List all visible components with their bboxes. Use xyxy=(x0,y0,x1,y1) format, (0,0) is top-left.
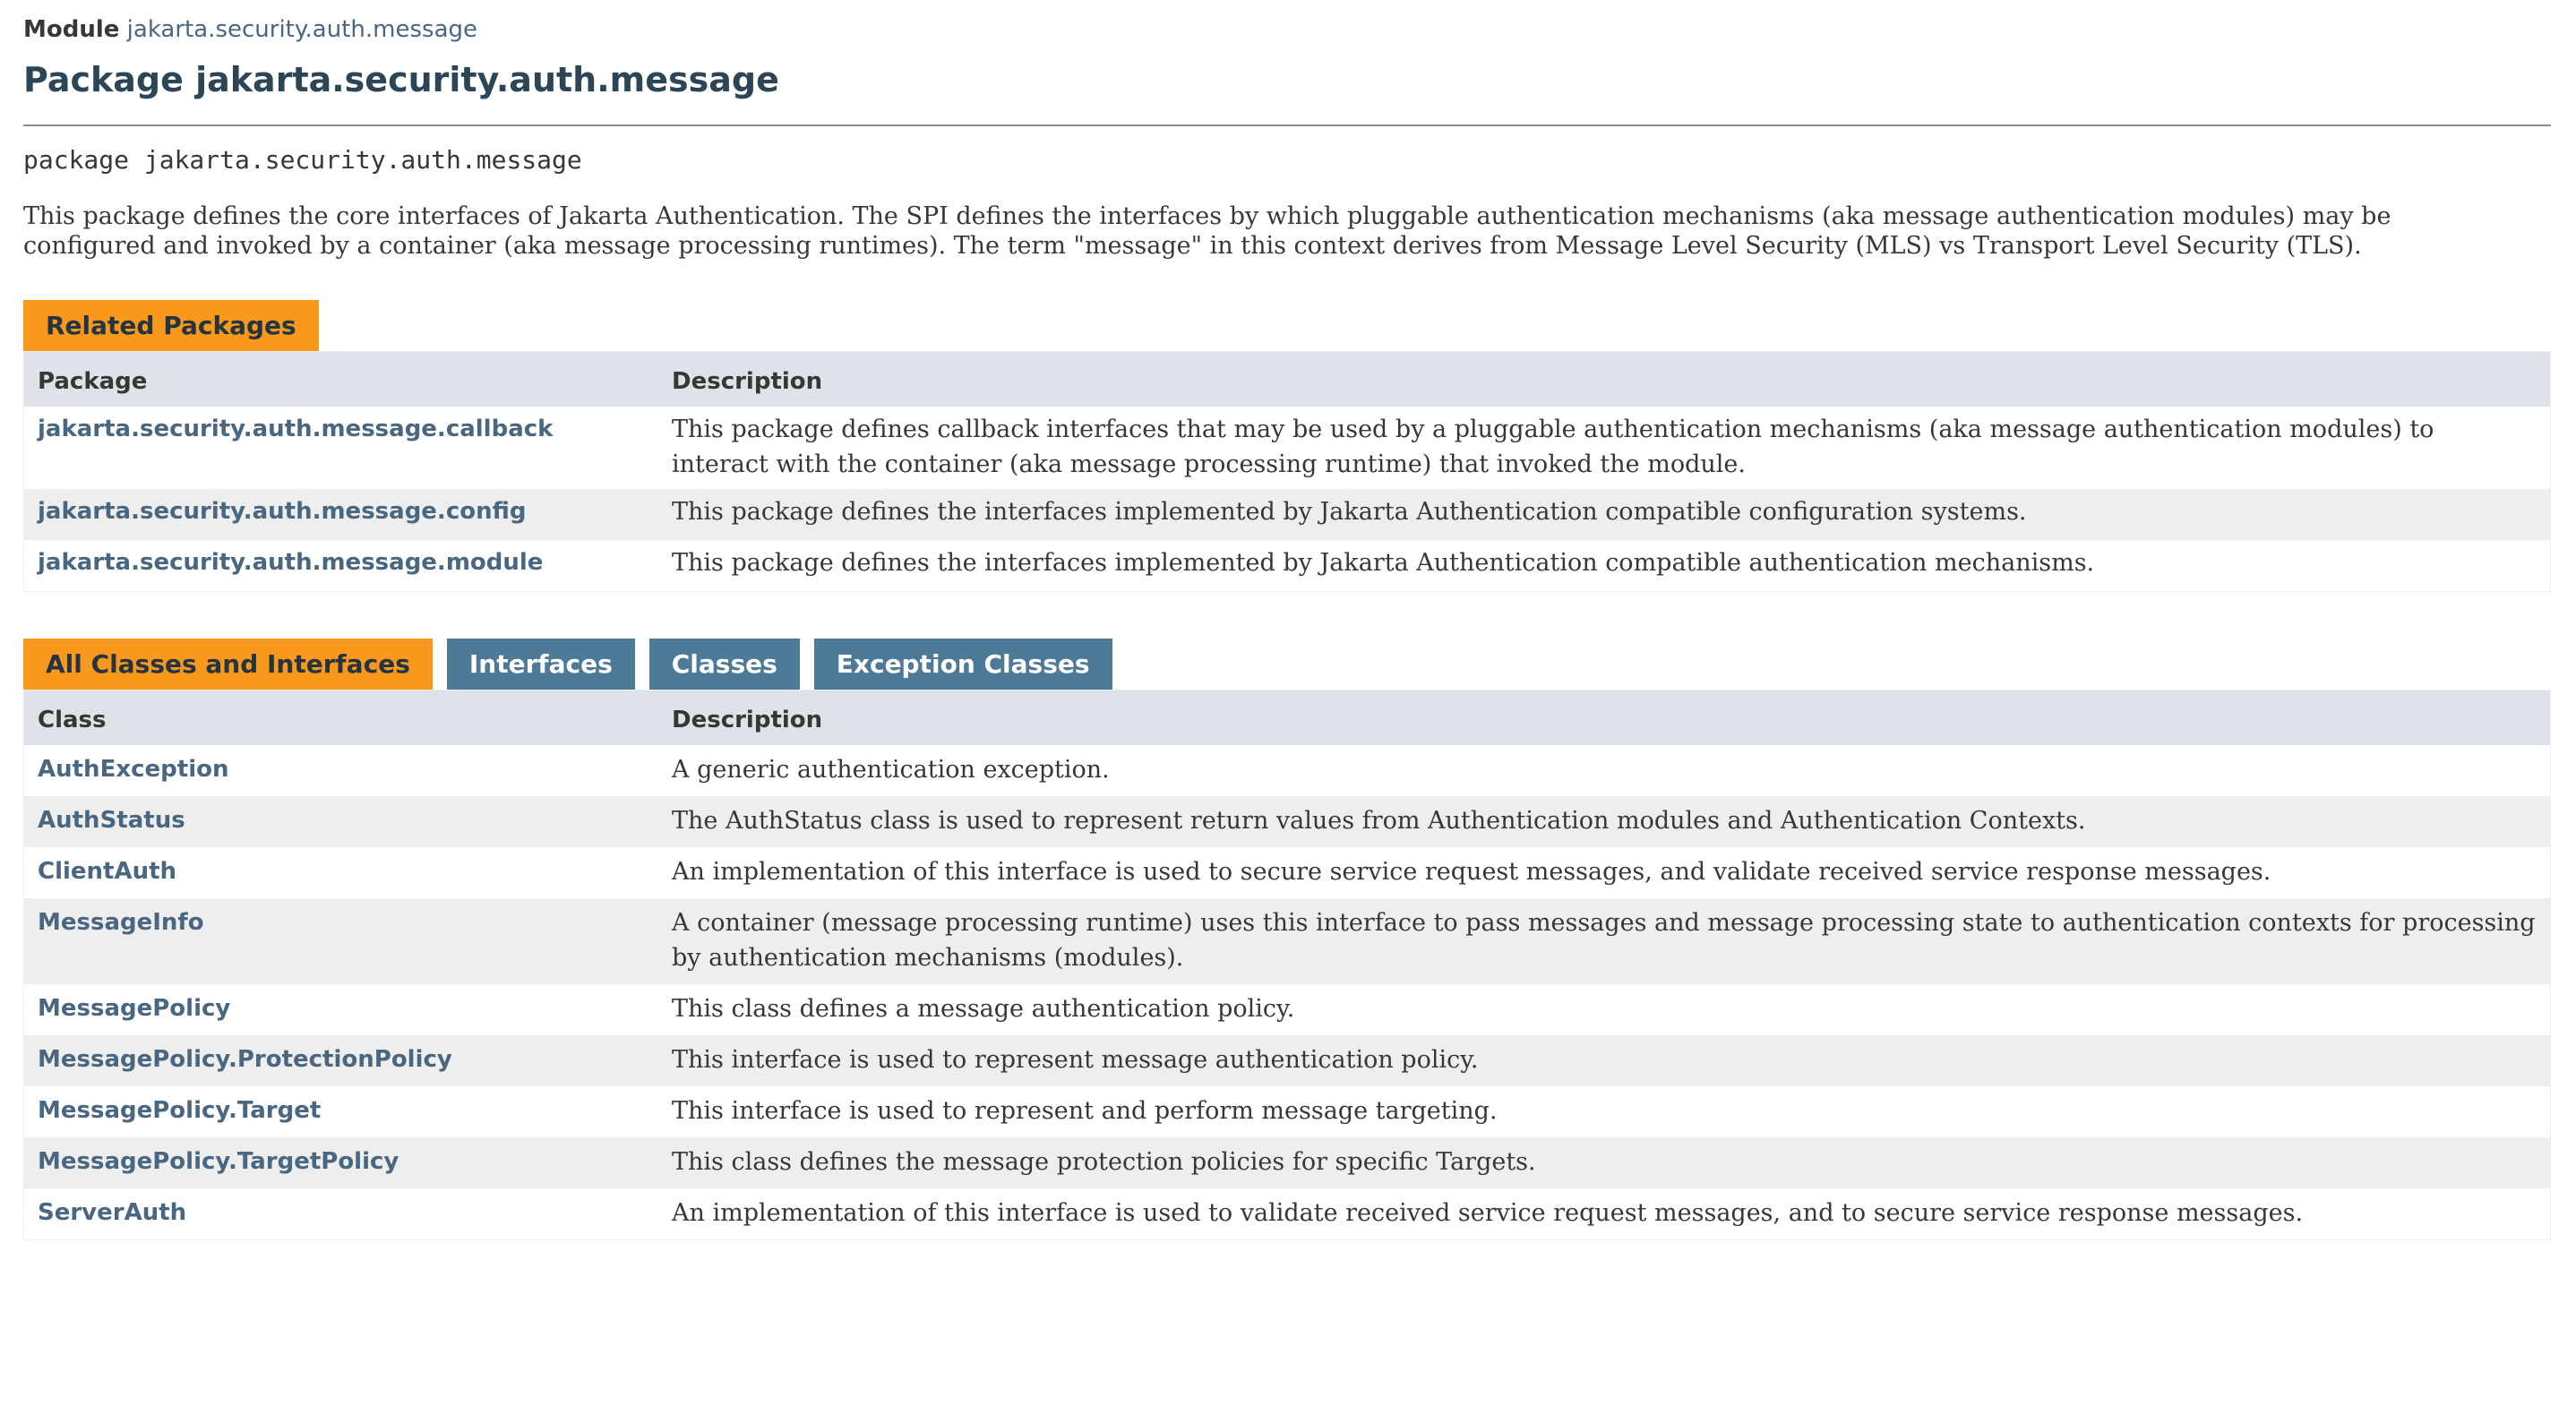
class-description: A container (message processing runtime) uses this interface to pass messages and message processing state to authentication contexts for processing by authentication mechanisms (modules). xyxy=(672,909,2536,972)
class-summary-table xyxy=(23,690,2551,1240)
header-divider xyxy=(23,124,2551,126)
tab-interfaces[interactable]: Interfaces xyxy=(447,639,635,690)
class-link-serverauth[interactable]: ServerAuth xyxy=(38,1199,187,1226)
related-packages-caption-row xyxy=(23,300,2553,351)
class-link-protectionpolicy[interactable]: MessagePolicy.ProtectionPolicy xyxy=(38,1046,452,1073)
class-description: This interface is used to represent and perform message targeting. xyxy=(672,1097,1498,1125)
package-link-config[interactable]: jakarta.security.auth.message.config xyxy=(38,498,527,525)
module-label: Module xyxy=(23,16,120,43)
package-link-module[interactable]: jakarta.security.auth.message.module xyxy=(38,549,544,576)
table-header xyxy=(24,690,2550,745)
column-header-description: Description xyxy=(672,368,823,395)
class-link-clientauth[interactable]: ClientAuth xyxy=(38,858,177,885)
table-row xyxy=(24,407,2550,489)
related-packages-caption: Related Packages xyxy=(23,300,319,351)
class-link-authstatus[interactable]: AuthStatus xyxy=(38,807,185,834)
package-description-callback: This package defines callback interfaces that may be used by a pluggable authentication mechanisms (aka message authentication modules) to interact with the container (aka message processing runtime) that invoked the module. xyxy=(672,416,2434,478)
class-description: The AuthStatus class is used to represent return values from Authentication modules and Authentication Contexts. xyxy=(672,807,2086,835)
package-description-module: This package defines the interfaces implemented by Jakarta Authentication compatible authentication mechanisms. xyxy=(672,549,2095,577)
package-signature: package jakarta.security.auth.message xyxy=(23,145,582,175)
class-description: A generic authentication exception. xyxy=(672,756,1110,784)
class-description: This class defines a message authentication policy. xyxy=(672,995,1295,1023)
table-row xyxy=(24,847,2550,898)
table-row xyxy=(24,796,2550,847)
table-row xyxy=(24,1086,2550,1137)
class-link-targetpolicy[interactable]: MessagePolicy.TargetPolicy xyxy=(38,1148,399,1175)
tab-all-classes-and-interfaces[interactable]: All Classes and Interfaces xyxy=(23,639,433,690)
table-row xyxy=(24,1188,2550,1239)
class-link-authexception[interactable]: AuthException xyxy=(38,756,229,783)
column-header-class: Class xyxy=(38,707,107,733)
tab-exception-classes[interactable]: Exception Classes xyxy=(814,639,1112,690)
table-row xyxy=(24,984,2550,1035)
page-title: Package jakarta.security.auth.message xyxy=(23,60,779,99)
package-description-config: This package defines the interfaces implemented by Jakarta Authentication compatible configuration systems. xyxy=(672,498,2027,526)
column-header-description: Description xyxy=(672,707,823,733)
module-line xyxy=(23,0,2553,44)
table-row xyxy=(24,745,2550,796)
package-description: This package defines the core interfaces of Jakarta Authentication. The SPI defines the interfaces by which pluggable authentication mechanisms (aka message authentication modules) may be configured and invoked by a container (aka message processing runtimes). The term "message" in this context derives from Message Level Security (MLS) vs Transport Level Security (TLS). xyxy=(23,202,2391,260)
table-header xyxy=(24,352,2550,407)
class-description: An implementation of this interface is used to secure service request messages, and validate received service response messages. xyxy=(672,858,2271,886)
column-header-package: Package xyxy=(38,368,148,395)
table-row xyxy=(24,1137,2550,1188)
table-row xyxy=(24,489,2550,540)
table-row xyxy=(24,1035,2550,1086)
class-description: This interface is used to represent message authentication policy. xyxy=(672,1046,1479,1074)
class-link-messagepolicy[interactable]: MessagePolicy xyxy=(38,995,231,1022)
tab-classes[interactable]: Classes xyxy=(649,639,800,690)
class-summary-tabs xyxy=(23,639,2553,690)
class-description: This class defines the message protection policies for specific Targets. xyxy=(672,1148,1536,1176)
package-link-callback[interactable]: jakarta.security.auth.message.callback xyxy=(38,416,554,442)
table-row xyxy=(24,540,2550,591)
table-row xyxy=(24,898,2550,984)
related-packages-table xyxy=(23,351,2551,592)
class-link-target[interactable]: MessagePolicy.Target xyxy=(38,1097,322,1124)
module-link[interactable]: jakarta.security.auth.message xyxy=(126,16,478,43)
class-description: An implementation of this interface is used to validate received service request messages, and to secure service response messages. xyxy=(672,1199,2304,1227)
class-link-messageinfo[interactable]: MessageInfo xyxy=(38,909,204,936)
